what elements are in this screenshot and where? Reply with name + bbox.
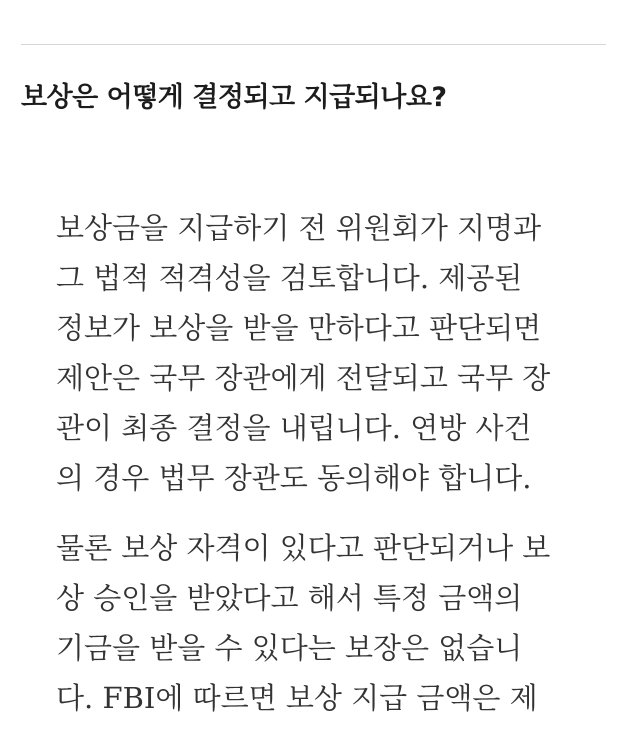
- text-line: 정보가 보상을 받을 만하다고 판단되면: [56, 311, 542, 345]
- text-line: 다. FBI에 따르면 보상 지급 금액은 제: [56, 681, 538, 715]
- text-line: 물론 보상 자격이 있다고 판단되거나 보: [56, 531, 551, 565]
- section-divider: [21, 44, 606, 45]
- faq-question-heading: 보상은 어떻게 결정되고 지급되나요?: [21, 82, 447, 113]
- text-line: 기금을 받을 수 있다는 보장은 없습니: [56, 631, 523, 665]
- text-line: 그 법적 적격성을 검토합니다. 제공된: [56, 261, 523, 295]
- text-line: 제안은 국무 장관에게 전달되고 국무 장: [56, 361, 551, 395]
- answer-paragraph-1: [56, 203, 616, 503]
- faq-answer: [56, 203, 616, 743]
- text-line: 상 승인을 받았다고 해서 특정 금액의: [56, 581, 523, 615]
- answer-paragraph-2: [56, 523, 616, 723]
- text-line: 의 경우 법무 장관도 동의해야 합니다.: [56, 461, 532, 495]
- text-line: 보상금을 지급하기 전 위원회가 지명과: [56, 211, 542, 245]
- text-line: 관이 최종 결정을 내립니다. 연방 사건: [56, 411, 532, 445]
